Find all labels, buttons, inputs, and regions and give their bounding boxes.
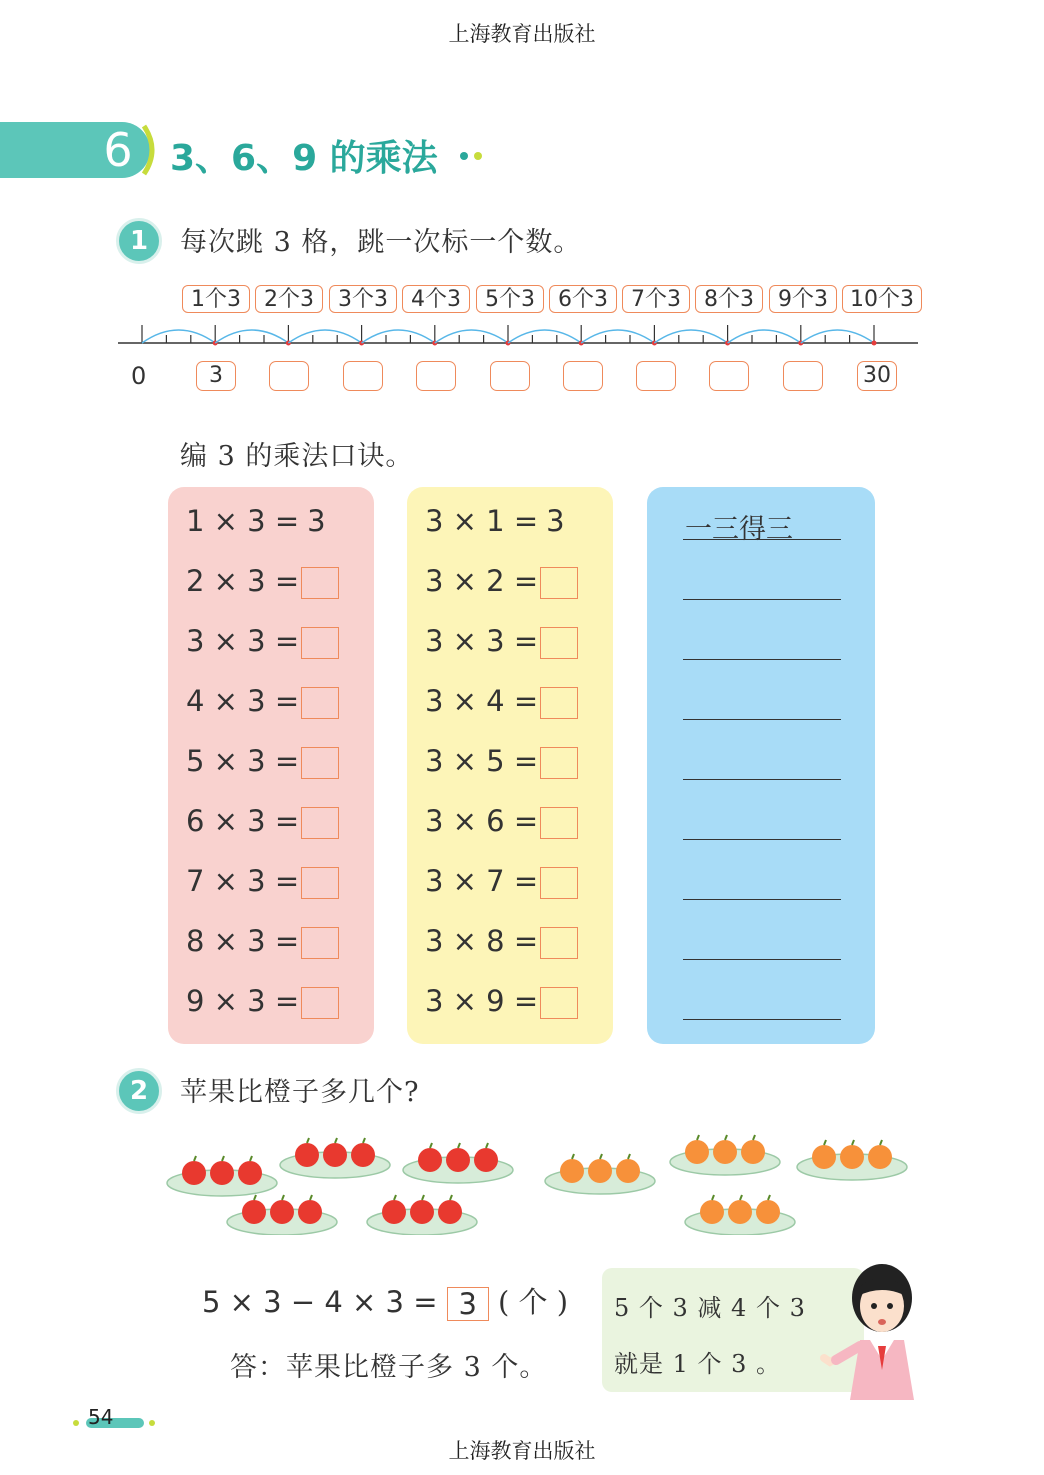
jump-arc [142, 330, 215, 343]
equation-answer-box[interactable] [301, 567, 339, 599]
fruit-stem [572, 1154, 574, 1159]
answer-box[interactable]: 30 [857, 361, 897, 391]
equation-left: 9 × 3 = [186, 984, 300, 1018]
jump-arc [801, 330, 874, 343]
fruit-stem [307, 1138, 309, 1143]
equation-left: 5 × 3 = [186, 744, 300, 778]
apple [270, 1200, 294, 1224]
answer-box[interactable] [416, 361, 456, 391]
fruit-stem [430, 1143, 432, 1148]
equation-left: 2 × 3 = [186, 564, 300, 598]
equation-left: 3 × 7 = [425, 864, 539, 898]
page-number: 54 [88, 1405, 114, 1429]
question-badge-1: 1 [116, 218, 162, 264]
q2-question: 苹果比橙子多几个? [180, 1077, 420, 1108]
apple [238, 1161, 262, 1185]
orange [756, 1200, 780, 1224]
equation-left: 3 × 4 = [425, 684, 539, 718]
apple [295, 1143, 319, 1167]
answer-box[interactable] [490, 361, 530, 391]
jump-arc [654, 330, 727, 343]
fruit-stem [282, 1195, 284, 1200]
orange [616, 1159, 640, 1183]
apple [351, 1143, 375, 1167]
jump-point [872, 341, 877, 346]
fruit-stem [852, 1140, 854, 1145]
fruit-stem [458, 1143, 460, 1148]
equation-answer-box[interactable] [301, 867, 339, 899]
segment-label: 4个3 [402, 285, 470, 313]
rhyme-line[interactable] [683, 599, 841, 600]
apple [418, 1148, 442, 1172]
apple [410, 1200, 434, 1224]
equation-row [425, 561, 578, 601]
equation-answer-box[interactable] [540, 987, 578, 1019]
jump-arc [288, 330, 361, 343]
orange [685, 1140, 709, 1164]
equation-row [186, 921, 339, 961]
equation-answer-box[interactable] [540, 807, 578, 839]
bubble-line-2: 就是 1 个 3 。 [614, 1350, 782, 1378]
equation-row [186, 741, 339, 781]
equation-answer-box[interactable] [540, 927, 578, 959]
equation-row [186, 861, 339, 901]
answer-box[interactable] [343, 361, 383, 391]
equation-left: 3 × 1 = [425, 504, 539, 538]
equation-row [425, 861, 578, 901]
equation-answer-box[interactable] [540, 867, 578, 899]
fruit-stem [725, 1135, 727, 1140]
rhyme-line[interactable] [683, 959, 841, 960]
apple [438, 1200, 462, 1224]
orange [560, 1159, 584, 1183]
equation-answer-box[interactable] [301, 627, 339, 659]
segment-label: 6个3 [549, 285, 617, 313]
rhyme-line[interactable] [683, 779, 841, 780]
equation-left: 1 × 3 = [186, 504, 300, 538]
segment-label: 10个3 [842, 285, 922, 313]
fruit-stem [310, 1195, 312, 1200]
fruit-stem [628, 1154, 630, 1159]
blue-panel [647, 487, 875, 1044]
fruit-stem [222, 1156, 224, 1161]
equation-answer-box[interactable] [301, 927, 339, 959]
number-line-zero: 0 [131, 362, 147, 390]
equation-answer-box[interactable] [301, 687, 339, 719]
equation-row [425, 501, 565, 541]
orange [713, 1140, 737, 1164]
rhyme-line[interactable] [683, 839, 841, 840]
bubble-line-1: 5 个 3 减 4 个 3 [614, 1294, 806, 1322]
apple [323, 1143, 347, 1167]
equation-answer: 3 [307, 504, 326, 538]
section-bracket-icon [140, 122, 164, 178]
equation-left: 3 × 3 = [425, 624, 539, 658]
apple [210, 1161, 234, 1185]
equation-row [186, 501, 326, 541]
section-number: 6 [103, 123, 133, 177]
segment-label: 8个3 [695, 285, 763, 313]
apple [182, 1161, 206, 1185]
fruit-stem [254, 1195, 256, 1200]
equation-answer: 3 [546, 504, 565, 538]
rhyme-text: 一三得三 [685, 514, 793, 545]
fruit-stem [450, 1195, 452, 1200]
section-title: 3、6、9 的乘法 [170, 138, 438, 179]
equation-row [186, 801, 339, 841]
answer-box[interactable]: 3 [196, 361, 236, 391]
answer-box[interactable] [783, 361, 823, 391]
rhyme-line[interactable] [683, 659, 841, 660]
fruit-stem [422, 1195, 424, 1200]
fruit-plates-illustration [160, 1125, 920, 1235]
equation-row [186, 621, 339, 661]
equation-answer-box[interactable] [540, 627, 578, 659]
equation-left: 8 × 3 = [186, 924, 300, 958]
equation-left: 3 × 5 = [425, 744, 539, 778]
equation-left: 6 × 3 = [186, 804, 300, 838]
equation-left: 3 × 6 = [425, 804, 539, 838]
fruit-stem [335, 1138, 337, 1143]
equation-row [425, 981, 578, 1021]
orange [868, 1145, 892, 1169]
fruit-stem [486, 1143, 488, 1148]
orange [840, 1145, 864, 1169]
fruit-stem [768, 1195, 770, 1200]
rhyme-line[interactable] [683, 1019, 841, 1020]
fruit-stem [394, 1195, 396, 1200]
segment-label: 3个3 [329, 285, 397, 313]
title-dots-icon [458, 148, 490, 164]
question-badge-2: 2 [116, 1068, 162, 1114]
fruit-stem [824, 1140, 826, 1145]
equation-row [425, 921, 578, 961]
fruit-stem [363, 1138, 365, 1143]
yellow-panel [407, 487, 613, 1044]
q2-equation-unit: ( 个 ) [497, 1285, 569, 1319]
publisher-footer: 上海教育出版社 [448, 1439, 596, 1463]
equation-left: 7 × 3 = [186, 864, 300, 898]
apple [446, 1148, 470, 1172]
fruit-stem [194, 1156, 196, 1161]
apple [382, 1200, 406, 1224]
equation-left: 3 × 2 = [425, 564, 539, 598]
orange [728, 1200, 752, 1224]
equation-left: 3 × 3 = [186, 624, 300, 658]
page-number-band [70, 1416, 160, 1430]
equation-row [186, 681, 339, 721]
fruit-stem [880, 1140, 882, 1145]
publisher-header: 上海教育出版社 [448, 22, 596, 46]
equation-row [186, 981, 339, 1021]
orange [700, 1200, 724, 1224]
equation-left: 4 × 3 = [186, 684, 300, 718]
rhyme-line [683, 539, 841, 540]
orange [741, 1140, 765, 1164]
answer-box[interactable] [563, 361, 603, 391]
equation-answer-box[interactable] [301, 747, 339, 779]
q2-answer-box: 3 [447, 1287, 489, 1321]
jump-arc [581, 330, 654, 343]
equation-left: 3 × 8 = [425, 924, 539, 958]
jump-arc [435, 330, 508, 343]
fruit-stem [712, 1195, 714, 1200]
q2-equation-left: 5 × 3 − 4 × 3 = [202, 1285, 438, 1319]
equation-answer-box[interactable] [540, 567, 578, 599]
apple [242, 1200, 266, 1224]
equation-answer-box[interactable] [301, 987, 339, 1019]
fruit-stem [600, 1154, 602, 1159]
jump-arc [362, 330, 435, 343]
equation-answer-box[interactable] [540, 687, 578, 719]
equation-row [425, 801, 578, 841]
rhyme-line[interactable] [683, 719, 841, 720]
segment-label: 2个3 [255, 285, 323, 313]
q2-answer-text: 答：苹果比橙子多 3 个。 [230, 1352, 548, 1383]
segment-label: 9个3 [769, 285, 837, 313]
answer-box[interactable] [636, 361, 676, 391]
jump-arc [508, 330, 581, 343]
fruit-stem [250, 1156, 252, 1161]
jump-arc [728, 330, 801, 343]
equation-answer-box[interactable] [301, 807, 339, 839]
answer-box[interactable] [709, 361, 749, 391]
q2-equation [202, 1280, 568, 1321]
jump-arc [215, 330, 288, 343]
q1-subtitle: 编 3 的乘法口诀。 [180, 441, 414, 472]
girl-illustration [810, 1250, 930, 1405]
segment-label: 5个3 [476, 285, 544, 313]
equation-left: 3 × 9 = [425, 984, 539, 1018]
equation-row [186, 561, 339, 601]
orange [812, 1145, 836, 1169]
pink-panel [168, 487, 374, 1044]
apple [298, 1200, 322, 1224]
equation-row [425, 621, 578, 661]
fruit-stem [740, 1195, 742, 1200]
number-line [0, 318, 1044, 358]
orange [588, 1159, 612, 1183]
answer-box[interactable] [269, 361, 309, 391]
rhyme-line[interactable] [683, 899, 841, 900]
segment-label: 1个3 [182, 285, 250, 313]
segment-label: 7个3 [622, 285, 690, 313]
fruit-stem [697, 1135, 699, 1140]
equation-row [425, 741, 578, 781]
equation-answer-box[interactable] [540, 747, 578, 779]
equation-row [425, 681, 578, 721]
q1-instruction: 每次跳 3 格，跳一次标一个数。 [180, 227, 582, 258]
apple [474, 1148, 498, 1172]
fruit-stem [753, 1135, 755, 1140]
